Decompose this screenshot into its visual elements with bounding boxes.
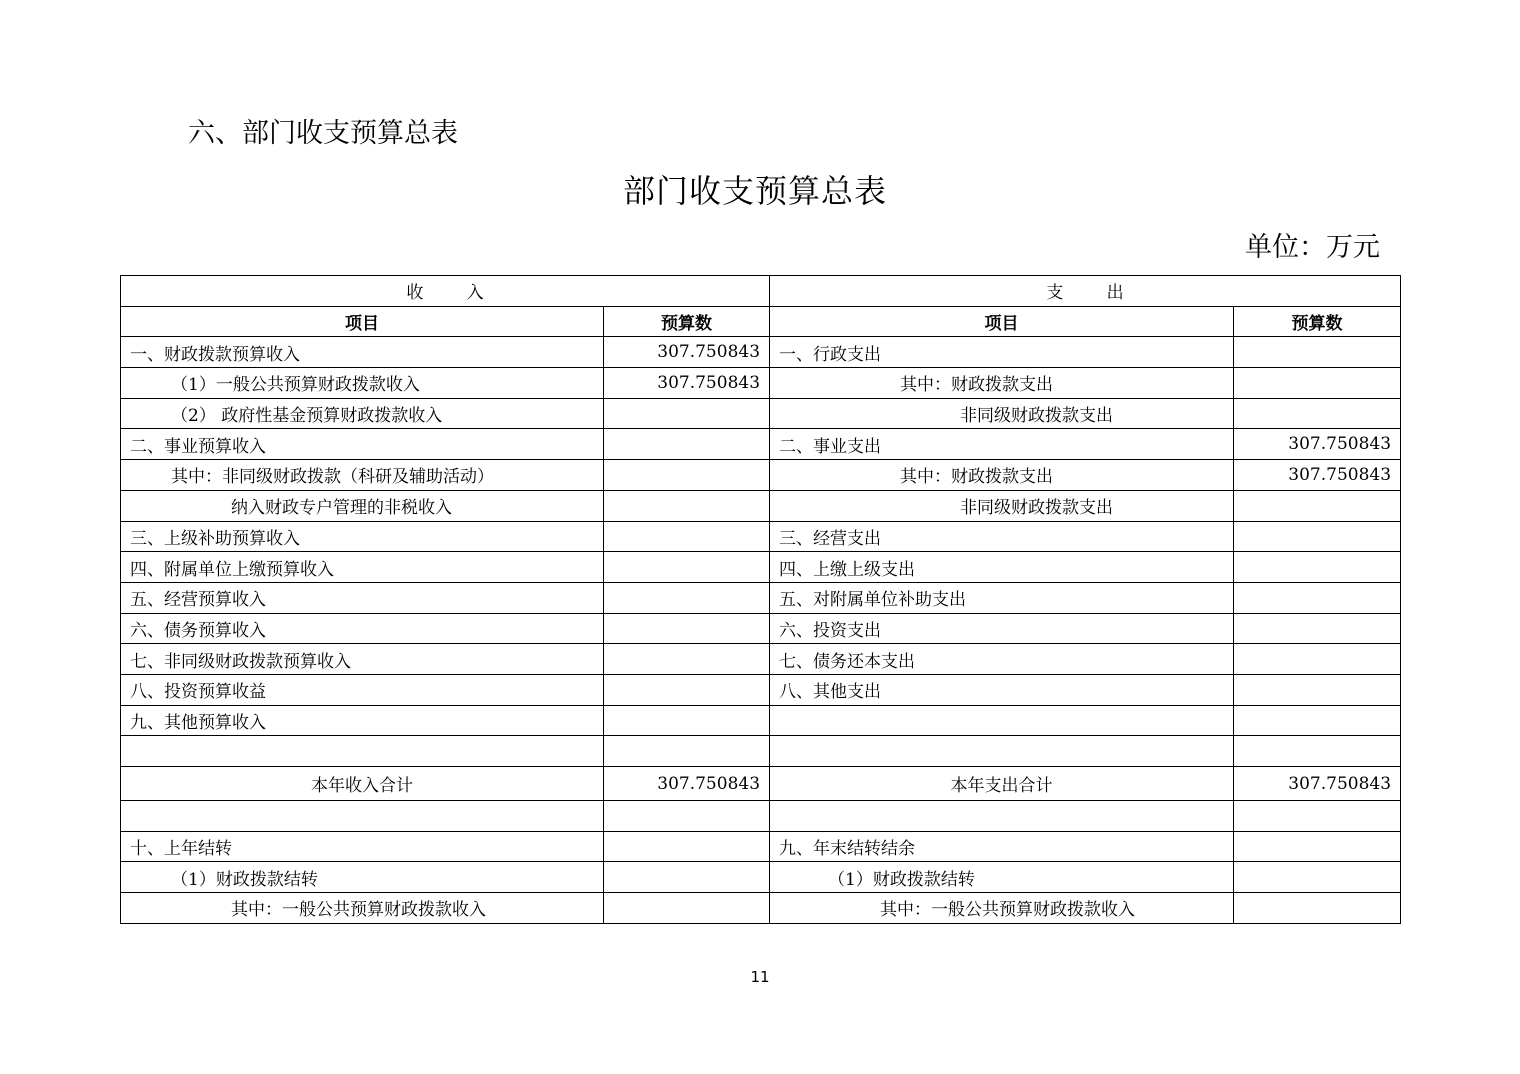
expense-value xyxy=(1234,490,1401,521)
income-item: 七、非同级财政拨款预算收入 xyxy=(121,644,604,675)
expense-item xyxy=(770,801,1234,832)
table-row xyxy=(121,429,1401,460)
income-item: 五、经营预算收入 xyxy=(121,582,604,613)
table-row xyxy=(121,831,1401,862)
expense-item xyxy=(770,736,1234,767)
income-value: 307.750843 xyxy=(604,368,770,399)
income-item: 一、财政拨款预算收入 xyxy=(121,337,604,368)
expense-item: 四、上缴上级支出 xyxy=(770,552,1234,583)
income-value xyxy=(604,801,770,832)
income-item: 纳入财政专户管理的非税收入 xyxy=(121,490,604,521)
expense-item: 其中：财政拨款支出 xyxy=(770,368,1234,399)
expense-item: 八、其他支出 xyxy=(770,674,1234,705)
income-item: 四、附属单位上缴预算收入 xyxy=(121,552,604,583)
section-heading: 六、部门收支预算总表 xyxy=(188,118,458,149)
income-item: （1）财政拨款结转 xyxy=(121,862,604,893)
income-value xyxy=(604,831,770,862)
table-row xyxy=(121,613,1401,644)
expense-item xyxy=(770,705,1234,736)
income-item: 八、投资预算收益 xyxy=(121,674,604,705)
income-item: 三、上级补助预算收入 xyxy=(121,521,604,552)
budget-table xyxy=(120,275,1401,924)
income-item: 其中：一般公共预算财政拨款收入 xyxy=(121,893,604,924)
expense-item-column-header: 项目 xyxy=(770,306,1234,337)
expense-value xyxy=(1234,862,1401,893)
expense-item: 九、年末结转结余 xyxy=(770,831,1234,862)
expense-value xyxy=(1234,893,1401,924)
income-item xyxy=(121,736,604,767)
income-total-value: 307.750843 xyxy=(604,767,770,801)
income-item: 九、其他预算收入 xyxy=(121,705,604,736)
table-row xyxy=(121,337,1401,368)
expense-value xyxy=(1234,613,1401,644)
table-row xyxy=(121,521,1401,552)
expense-total-value: 307.750843 xyxy=(1234,767,1401,801)
income-value xyxy=(604,521,770,552)
income-item-column-header: 项目 xyxy=(121,306,604,337)
table-row xyxy=(121,460,1401,491)
expense-item: 二、事业支出 xyxy=(770,429,1234,460)
expense-value xyxy=(1234,552,1401,583)
expense-value xyxy=(1234,582,1401,613)
income-value xyxy=(604,736,770,767)
table-row xyxy=(121,705,1401,736)
expense-value xyxy=(1234,674,1401,705)
expense-value xyxy=(1234,644,1401,675)
table-header-row xyxy=(121,276,1401,307)
income-value xyxy=(604,862,770,893)
income-total-label: 本年收入合计 xyxy=(121,767,604,801)
income-item: 其中：非同级财政拨款（科研及辅助活动） xyxy=(121,460,604,491)
income-item: （1）一般公共预算财政拨款收入 xyxy=(121,368,604,399)
income-header: 收 入 xyxy=(121,276,770,307)
table-title: 部门收支预算总表 xyxy=(622,172,887,210)
income-item: （2） 政府性基金预算财政拨款收入 xyxy=(121,398,604,429)
expense-item: 非同级财政拨款支出 xyxy=(770,398,1234,429)
expense-value xyxy=(1234,801,1401,832)
expense-value: 307.750843 xyxy=(1234,429,1401,460)
income-item: 六、债务预算收入 xyxy=(121,613,604,644)
expense-value: 307.750843 xyxy=(1234,460,1401,491)
income-value xyxy=(604,893,770,924)
income-budget-column-header: 预算数 xyxy=(604,306,770,337)
expense-item: 非同级财政拨款支出 xyxy=(770,490,1234,521)
table-row xyxy=(121,490,1401,521)
income-item: 二、事业预算收入 xyxy=(121,429,604,460)
expense-item: 其中：一般公共预算财政拨款收入 xyxy=(770,893,1234,924)
table-row xyxy=(121,368,1401,399)
income-value xyxy=(604,552,770,583)
expense-item: 五、对附属单位补助支出 xyxy=(770,582,1234,613)
income-value xyxy=(604,644,770,675)
expense-item: 三、经营支出 xyxy=(770,521,1234,552)
expense-value xyxy=(1234,368,1401,399)
expense-value xyxy=(1234,398,1401,429)
income-value xyxy=(604,490,770,521)
income-value xyxy=(604,398,770,429)
page-number: 11 xyxy=(750,968,770,986)
income-value xyxy=(604,460,770,491)
table-row-blank xyxy=(121,736,1401,767)
expense-value xyxy=(1234,705,1401,736)
income-value xyxy=(604,582,770,613)
table-row xyxy=(121,674,1401,705)
income-value xyxy=(604,705,770,736)
expense-value xyxy=(1234,337,1401,368)
expense-value xyxy=(1234,831,1401,862)
expense-header: 支 出 xyxy=(770,276,1401,307)
income-value: 307.750843 xyxy=(604,337,770,368)
expense-value xyxy=(1234,521,1401,552)
table-row-blank xyxy=(121,801,1401,832)
income-value xyxy=(604,674,770,705)
unit-label: 单位：万元 xyxy=(1245,232,1380,263)
expense-budget-column-header: 预算数 xyxy=(1234,306,1401,337)
expense-item: 其中：财政拨款支出 xyxy=(770,460,1234,491)
column-header-row xyxy=(121,306,1401,337)
expense-item: 六、投资支出 xyxy=(770,613,1234,644)
expense-item: 一、行政支出 xyxy=(770,337,1234,368)
table-row xyxy=(121,862,1401,893)
expense-item: 七、债务还本支出 xyxy=(770,644,1234,675)
table-row xyxy=(121,644,1401,675)
table-row xyxy=(121,582,1401,613)
table-row xyxy=(121,398,1401,429)
income-item: 十、上年结转 xyxy=(121,831,604,862)
income-value xyxy=(604,613,770,644)
table-row xyxy=(121,552,1401,583)
expense-value xyxy=(1234,736,1401,767)
table-row xyxy=(121,893,1401,924)
expense-total-label: 本年支出合计 xyxy=(770,767,1234,801)
income-item xyxy=(121,801,604,832)
income-value xyxy=(604,429,770,460)
total-row xyxy=(121,767,1401,801)
expense-item: （1）财政拨款结转 xyxy=(770,862,1234,893)
